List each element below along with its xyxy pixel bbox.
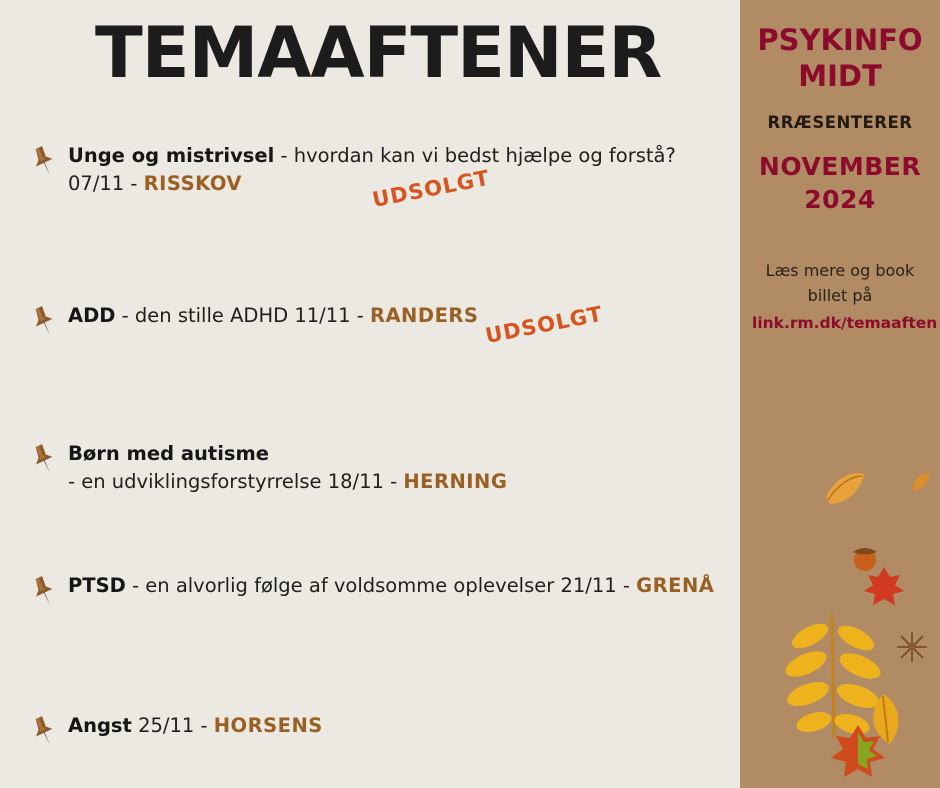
event-text [68,440,730,495]
status-badge: UDSOLGT [370,165,492,212]
event-place: GRENÅ [636,574,715,597]
leaf-icon [822,468,868,512]
year-label: 2024 [804,185,876,215]
event-list [0,132,740,772]
event-title: Børn med autisme [68,442,270,465]
brand-line-2: MIDT [798,59,882,94]
booking-line-2: billet på [807,285,873,305]
event-text [68,572,730,600]
leaf-icon [910,470,932,498]
event-title: Unge og mistrivsel [68,144,275,167]
pushpin-icon [28,443,58,473]
brand-line-1: PSYKINFO [757,23,923,57]
list-item [0,572,740,632]
event-text [68,302,730,330]
page-title: TEMAAFTENER [95,12,662,94]
event-description: - en alvorlig følge af voldsomme oplevelser 21/11 - [125,574,637,597]
presenter-label: RRÆSENTERER [767,112,913,132]
event-place: HERNING [403,469,508,493]
event-description: 25/11 - [131,714,214,737]
list-item [0,712,740,772]
event-title: ADD [68,304,116,327]
booking-line-1: Læs mere og book [765,261,915,280]
event-place: RISSKOV [143,171,243,195]
poster-sidebar [740,0,940,788]
seed-icon [895,630,929,668]
leaf-icon [862,565,906,613]
list-item [0,302,740,362]
event-place: RANDERS [369,304,479,327]
list-item [0,440,740,500]
pushpin-icon [28,715,58,745]
event-text [68,712,730,740]
pushpin-icon [28,305,58,335]
month-year [740,150,940,218]
pushpin-icon [28,145,58,175]
booking-url[interactable]: link.rm.dk/temaaften [752,313,938,332]
event-title: PTSD [68,574,126,597]
month-label: NOVEMBER [758,151,922,181]
pushpin-icon [28,575,58,605]
event-description: - hvordan kan vi bedst hjælpe og forstå? 07/11 - [68,144,676,195]
status-badge: UDSOLGT [483,301,605,348]
event-description: - den stille ADHD 11/11 - [115,304,370,327]
list-item [0,142,740,212]
booking-info [740,259,940,335]
leaf-icon [828,722,888,786]
event-description: - en udviklingsforstyrrelse 18/11 - [68,469,404,493]
brand-name [740,22,940,95]
event-title: Angst [68,714,132,737]
event-place: HORSENS [213,714,323,737]
